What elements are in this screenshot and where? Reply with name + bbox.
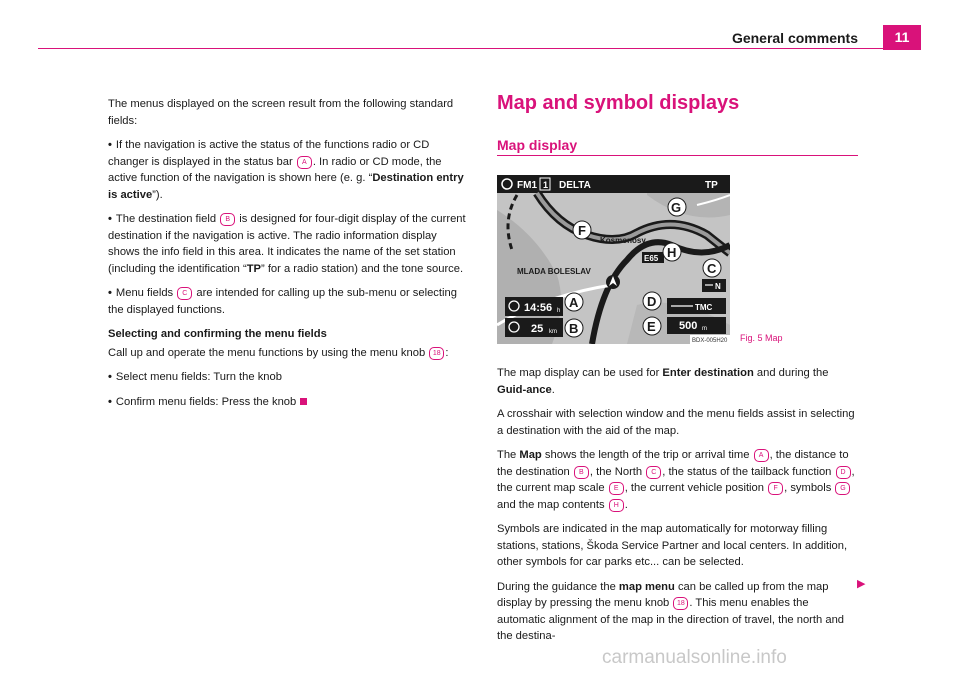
map-status-station: FM1 (517, 180, 537, 191)
ref-badge-knob: 18 (429, 347, 444, 360)
ref-badge-b: B (574, 466, 589, 479)
map-road-e65: E65 (644, 254, 659, 263)
map-code: BDX-005H20 (692, 338, 728, 344)
ref-badge-d: D (836, 466, 851, 479)
bullet-dot: • (108, 371, 112, 383)
para-text: . (551, 383, 555, 396)
bullet-text: If the navigation is active the status of the functions radio or CD changer is displayed in the status bar (108, 139, 430, 168)
map-city-kosmonosy: Kosmonosy (600, 236, 646, 245)
crosshair-paragraph: A crosshair with selection window and the menu fields assist in selecting a destination with the aid of the map. (497, 408, 855, 437)
para-bold: Enter destination (662, 367, 754, 379)
map-scale-unit: m (702, 326, 707, 332)
para-text: The map display can be used for (497, 367, 663, 379)
para-text: , the current vehicle position (624, 482, 764, 494)
map-time-unit: h (557, 308, 561, 314)
left-column (108, 96, 466, 418)
map-figure (497, 175, 730, 344)
bullet-text: is designed for four-digit display of the current destination if the navigation is active. The radio information display shows the info field in this area. It indicates the name of the set station (including the identification “ (108, 213, 466, 275)
ref-badge-e: E (609, 482, 624, 495)
map-illustration (497, 175, 730, 344)
para-text: and the map contents (497, 498, 605, 511)
call-up-paragraph (108, 345, 466, 362)
ref-badge-c: C (177, 287, 192, 300)
bullet-text: ”). (152, 188, 163, 201)
bullet-menu-fields (108, 285, 466, 318)
para-text: . (624, 498, 628, 511)
bullet-text: Select menu fields: Turn the knob (115, 371, 282, 383)
bullet-select (108, 369, 466, 386)
ref-badge-c: C (646, 466, 661, 479)
map-label-c: C (707, 261, 717, 276)
map-distance-unit: km (549, 329, 557, 335)
para-text: During the guidance the (497, 580, 619, 593)
bullet-status-bar (108, 137, 466, 203)
map-north: N (715, 282, 721, 291)
intro-paragraph: The menus displayed on the screen result from the following standard fields: (108, 98, 454, 127)
bullet-text: ” for a radio station) and the tone source. (260, 262, 464, 275)
call-text-end: : (445, 346, 449, 359)
ref-badge-knob: 18 (673, 597, 688, 610)
para-text: The (497, 449, 520, 461)
page-header-title: General comments (731, 30, 858, 46)
map-distance: 25 (531, 323, 544, 335)
call-text: Call up and operate the menu functions by using the menu knob (108, 346, 426, 359)
map-label-g: G (671, 200, 682, 215)
para-text: , the distance to the destination (497, 449, 849, 478)
map-label-f: F (578, 223, 586, 238)
subsection-heading: Map display (497, 137, 578, 153)
bullet-text: The destination field (115, 213, 217, 225)
bullet-dot: • (108, 213, 112, 225)
ref-badge-a: A (297, 156, 312, 169)
sub-heading (108, 326, 466, 343)
map-usage-paragraph (497, 365, 859, 398)
header-rule (38, 48, 921, 49)
para-text: , the status of the tailback function (662, 465, 832, 478)
bullet-dot: • (108, 287, 112, 299)
map-menu-paragraph (497, 579, 859, 645)
map-label-e: E (647, 319, 656, 334)
map-status-preset: 1 (543, 180, 549, 190)
bullet-bold: TP (246, 262, 261, 275)
para-text: and during the (753, 367, 829, 379)
para-text: , the North (589, 465, 643, 478)
ref-badge-h: H (609, 499, 624, 512)
map-city-mlada: MLADA BOLESLAV (517, 267, 591, 276)
ref-badge-g: G (835, 482, 850, 495)
para-text: , the current map scale (497, 465, 855, 494)
bullet-text: Menu fields (115, 287, 174, 299)
bullet-confirm (108, 394, 466, 411)
bullet-text: Confirm menu fields: Press the knob (115, 395, 297, 408)
symbols-paragraph: Symbols are indicated in the map automatically for motorway filling stations, stations, Škoda Service Partner and local centers. In addition, other symbols for car parks etc... can be selected. (497, 523, 848, 568)
para-text: shows the length of the trip or arrival time (541, 449, 750, 461)
map-contents-paragraph (497, 447, 859, 513)
para-bold: Map (519, 449, 542, 461)
section-end-marker (300, 398, 307, 405)
map-status-name: DELTA (559, 180, 591, 191)
continued-arrow-icon: ▶ (857, 578, 866, 590)
map-label-b: B (569, 321, 579, 336)
figure-caption: Fig. 5 Map (740, 333, 783, 343)
map-scale: 500 (679, 320, 698, 332)
subsection-rule (497, 155, 858, 156)
para-bold: Guid-ance (497, 383, 552, 396)
bullet-bold: Destination entry is active (108, 172, 464, 201)
bullet-dot: • (108, 395, 112, 408)
bullet-destination-field (108, 211, 466, 277)
sub-heading-text: Selecting and confirming the menu fields (108, 328, 327, 340)
para-bold: map menu (618, 580, 675, 593)
right-column (497, 365, 859, 653)
map-label-h: H (667, 245, 677, 260)
section-heading: Map and symbol displays (497, 92, 740, 114)
map-tmc: TMC (695, 303, 713, 312)
map-label-d: D (647, 294, 657, 309)
ref-badge-b: B (220, 213, 235, 226)
ref-badge-a: A (754, 449, 769, 462)
para-text: can be called up from the map display by pressing the menu knob (497, 580, 829, 609)
para-text: . This menu enables the automatic alignment of the map in the direction of travel, the north and the destina- (497, 597, 845, 642)
map-time: 14:56 (524, 302, 553, 314)
watermark: carmanualsonline.info (602, 647, 787, 668)
bullet-text: . In radio or CD mode, the active function of the navigation is shown here (e. g. “ (108, 155, 442, 184)
map-status-tp: TP (705, 180, 718, 191)
page-number-badge: 11 (883, 25, 921, 50)
map-label-a: A (569, 295, 579, 310)
bullet-dot: • (108, 139, 112, 151)
bullet-text: are intended for calling up the sub-menu or selecting the displayed functions. (108, 287, 457, 316)
ref-badge-f: F (768, 482, 783, 495)
para-text: , symbols (784, 482, 832, 494)
